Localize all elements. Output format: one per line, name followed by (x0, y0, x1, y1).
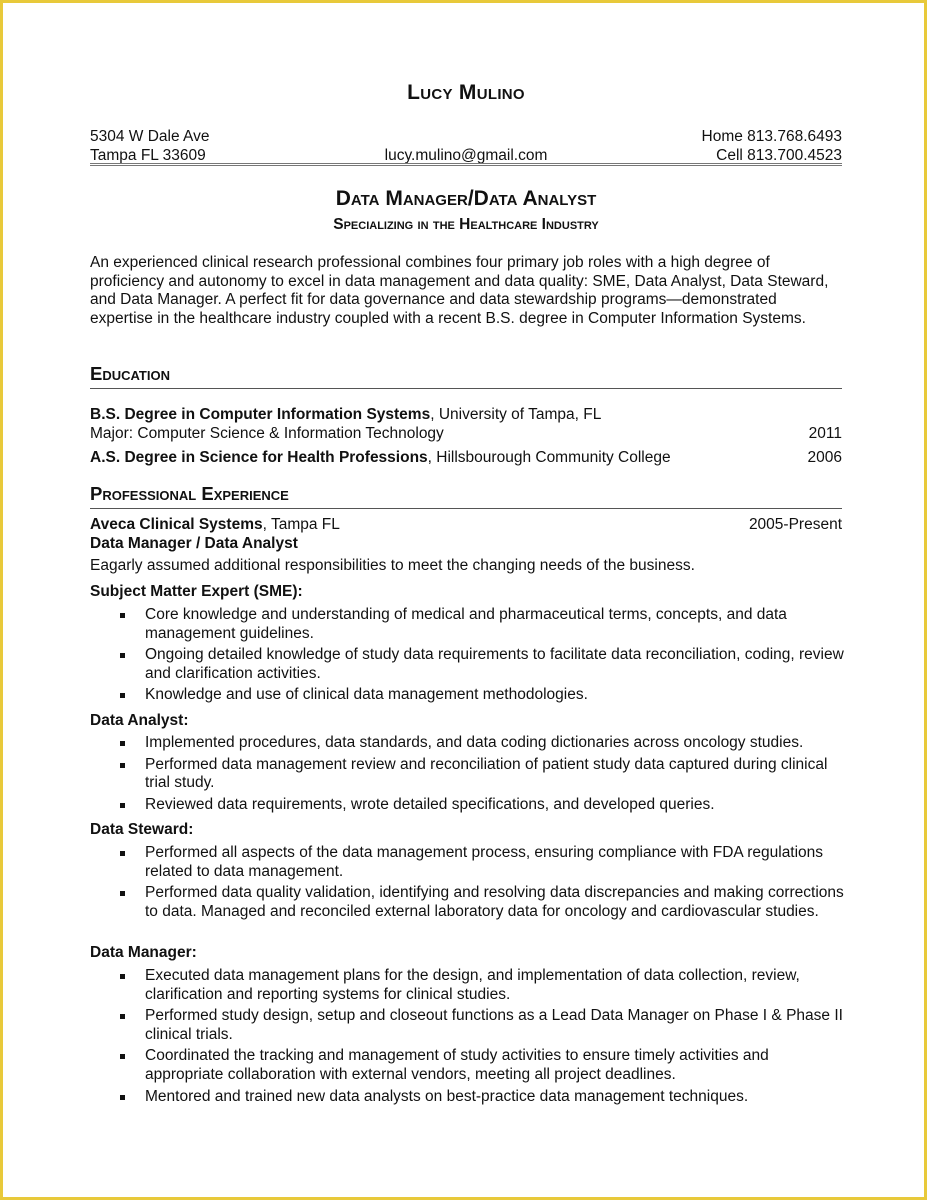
cell-phone: Cell 813.700.4523 (716, 147, 842, 164)
address-line-2: Tampa FL 33609 (90, 147, 206, 164)
as-degree: A.S. Degree in Science for Health Professions (90, 449, 428, 466)
bullet-icon (120, 613, 125, 618)
bullet-item (120, 756, 844, 793)
bullet-text: Performed data quality validation, identifying and resolving data discrepancies and making corrections to data. Managed and reconciled external laboratory data for oncology and cardiovascular studies. (145, 884, 844, 920)
job-title: Data Manager/Data Analyst (335, 187, 597, 210)
bs-degree: B.S. Degree in Computer Information Systems (90, 406, 431, 423)
bullet-item (120, 1047, 844, 1084)
header-divider (90, 163, 842, 166)
company-location: , Tampa FL (262, 516, 340, 533)
bullet-item (120, 884, 844, 921)
education-heading: Education (90, 363, 842, 389)
manager-heading: Data Manager: (90, 944, 197, 961)
steward-heading: Data Steward: (90, 821, 194, 838)
experience-heading: Professional Experience (90, 483, 842, 509)
bullet-text: Performed data management review and reconciliation of patient study data captured during clinical trial study. (145, 755, 828, 792)
as-degree-row (90, 448, 842, 467)
bullet-item (120, 734, 844, 753)
bullet-icon (120, 1014, 125, 1019)
bullet-icon (120, 741, 125, 746)
bullet-text: Executed data management plans for the design, and implementation of data collection, review, clarification and reporting systems for clinical studies. (145, 967, 800, 1003)
bullet-item (120, 606, 844, 643)
bullet-icon (120, 803, 125, 808)
sme-bullet-list (120, 606, 844, 708)
bullet-item (120, 1007, 844, 1044)
steward-bullet-list (120, 844, 844, 924)
summary-paragraph: An experienced clinical research professional combines four primary job roles with a high degree of proficiency and autonomy to excel in data management and data quality: SME, Data Analyst, Data Steward, and Data Manager. A perfect fit for data governance and data stewardship programs—demonstrated expertise in the healthcare industry coupled with a recent B.S. degree in Computer Information Systems. (90, 254, 829, 327)
bullet-text: Reviewed data requirements, wrote detailed specifications, and developed queries. (145, 795, 715, 813)
bullet-text: Knowledge and use of clinical data management methodologies. (145, 686, 588, 704)
bullet-icon (120, 763, 125, 768)
bullet-icon (120, 693, 125, 698)
bullet-icon (120, 653, 125, 658)
analyst-heading: Data Analyst: (90, 712, 189, 729)
bullet-text: Coordinated the tracking and management of study activities to ensure timely activities and appropriate collaboration with external vendors, meeting all project deadlines. (145, 1047, 769, 1083)
bs-year: 2011 (808, 425, 842, 442)
manager-bullet-list (120, 967, 844, 1109)
address-line-1: 5304 W Dale Ave (90, 128, 210, 145)
bullet-icon (120, 851, 125, 856)
bullet-item (120, 1088, 844, 1107)
role-title: Data Manager / Data Analyst (90, 535, 298, 552)
bullet-item (120, 967, 844, 1004)
bullet-text: Implemented procedures, data standards, and data coding dictionaries across oncology studies. (145, 734, 804, 751)
candidate-name: Lucy Mulino (407, 81, 525, 104)
as-year: 2006 (807, 449, 842, 466)
bullet-item (120, 844, 844, 881)
bullet-text: Performed all aspects of the data management process, ensuring compliance with FDA regulations related to data management. (145, 844, 824, 880)
bs-major-row (90, 424, 842, 443)
analyst-bullet-list (120, 734, 844, 817)
bullet-icon (120, 1054, 125, 1059)
company-name: Aveca Clinical Systems (90, 516, 263, 533)
experience-intro: Eagarly assumed additional responsibilities to meet the changing needs of the business. (90, 557, 695, 574)
bullet-text: Ongoing detailed knowledge of study data requirements to facilitate data reconciliation, coding, review and clarification activities. (145, 646, 844, 682)
bullet-text: Mentored and trained new data analysts on best-practice data management techniques. (145, 1087, 749, 1105)
bullet-item (120, 646, 844, 683)
bullet-text: Core knowledge and understanding of medical and pharmaceutical terms, concepts, and data management guidelines. (145, 606, 787, 642)
bs-school: , University of Tampa, FL (430, 406, 602, 423)
bullet-item (120, 796, 844, 815)
email-link[interactable]: lucy.mulino@gmail.com (384, 147, 548, 164)
bullet-icon (120, 1095, 125, 1100)
bullet-item (120, 686, 844, 705)
bs-major: Major: Computer Science & Information Technology (90, 425, 444, 442)
home-phone: Home 813.768.6493 (701, 128, 842, 145)
bullet-icon (120, 974, 125, 979)
employment-dates: 2005-Present (748, 516, 842, 533)
bullet-text: Performed study design, setup and closeout functions as a Lead Data Manager on Phase I & Phase II clinical trials. (145, 1007, 843, 1043)
job-subtitle: Specializing in the Healthcare Industry (333, 216, 599, 233)
bullet-icon (120, 891, 125, 896)
bs-degree-row (90, 405, 842, 424)
company-row (90, 515, 842, 534)
as-school: , Hillsbourough Community College (427, 449, 671, 466)
sme-heading: Subject Matter Expert (SME): (90, 583, 303, 600)
